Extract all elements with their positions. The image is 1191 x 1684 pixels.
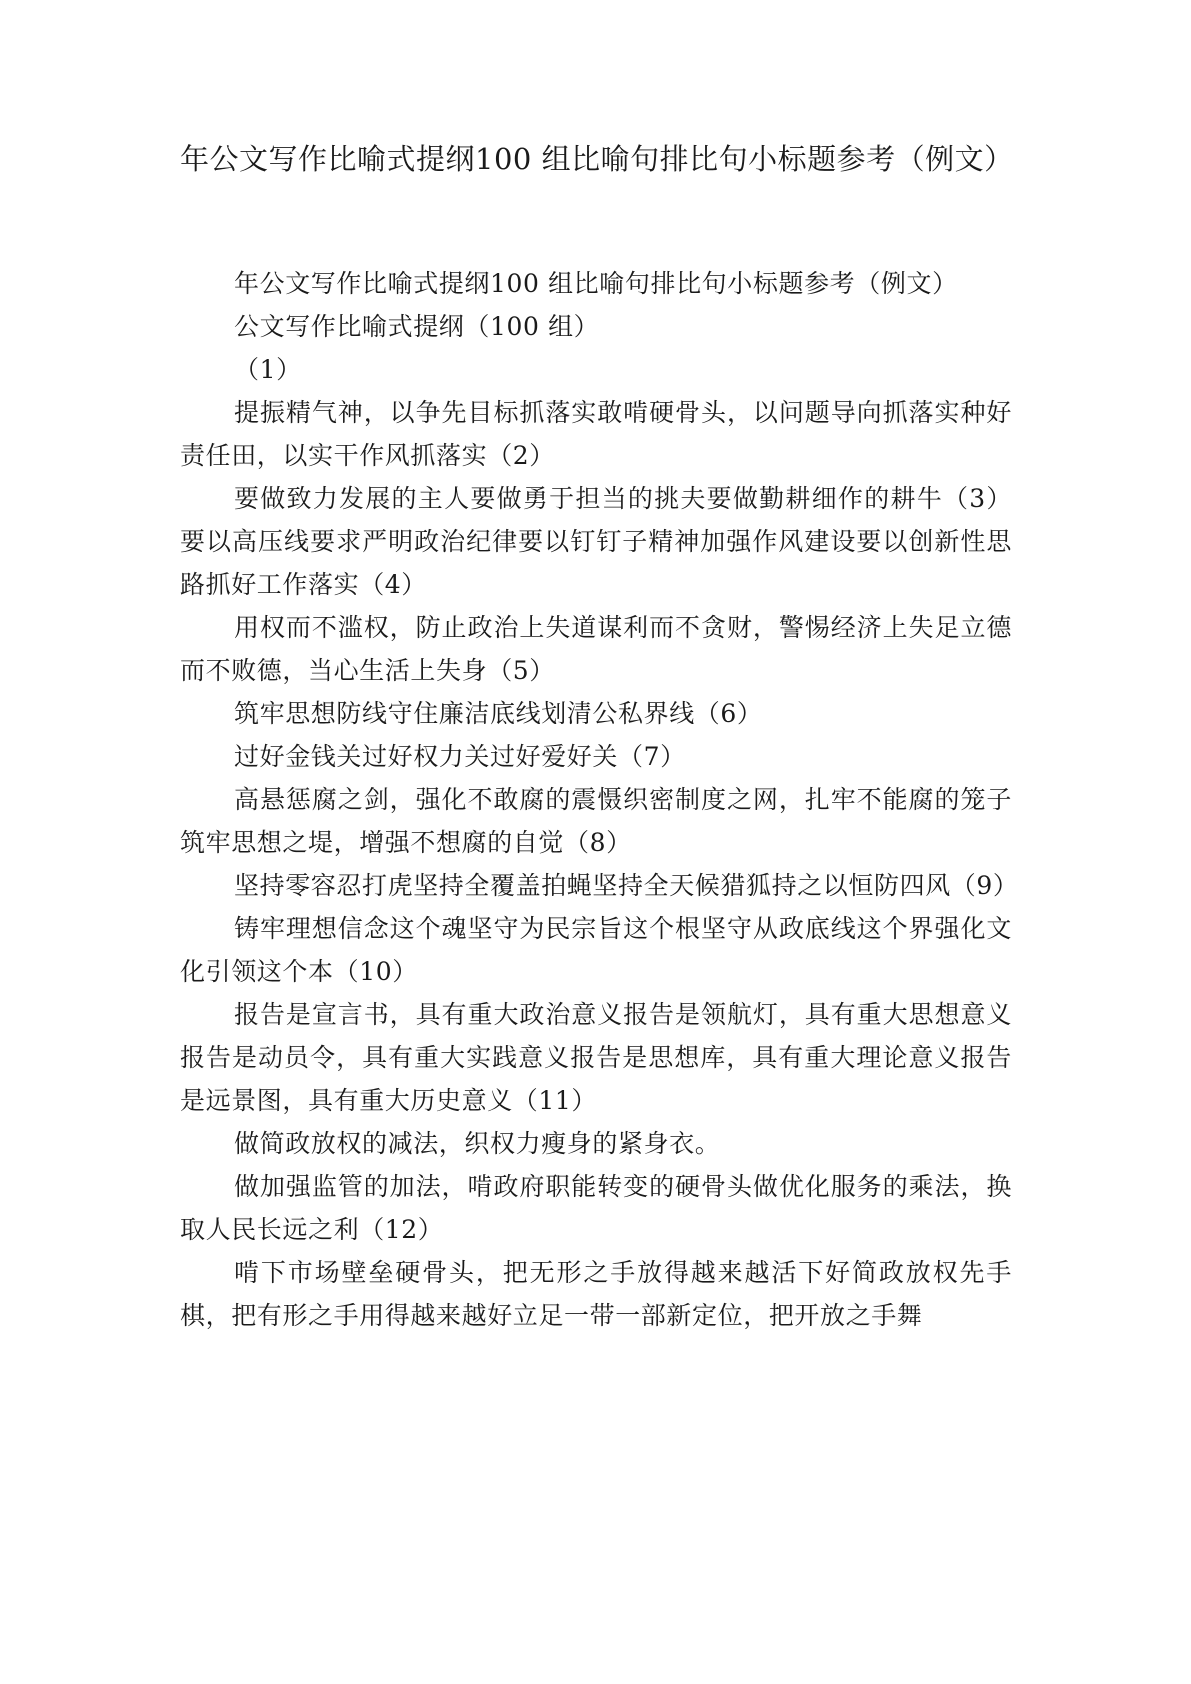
paragraph-13: 做简政放权的减法，织权力瘦身的紧身衣。 (234, 1129, 721, 1158)
paragraph-1: 年公文写作比喻式提纲100 组比喻句排比句小标题参考（例文） (234, 269, 958, 298)
document-title: 年公文写作比喻式提纲100 组比喻句排比句小标题参考（例文） (180, 142, 1014, 176)
paragraph-4: 提振精气神，以争先目标抓落实敢啃硬骨头，以问题导向抓落实种好责任田，以实干作风抓落实（2） (180, 398, 1012, 470)
paragraph-12: 报告是宣言书，具有重大政治意义报告是领航灯，具有重大思想意义报告是动员令，具有重大实践意义报告是思想库，具有重大理论意义报告是远景图，具有重大历史意义（11） (180, 1000, 1012, 1115)
paragraph-6: 用权而不滥权，防止政治上失道谋利而不贪财，警惕经济上失足立德而不败德，当心生活上失身（5） (180, 613, 1012, 685)
document-body (180, 262, 1019, 1337)
paragraph-11: 铸牢理想信念这个魂坚守为民宗旨这个根坚守从政底线这个界强化文化引领这个本（10） (180, 914, 1012, 986)
paragraph-10: 坚持零容忍打虎坚持全覆盖拍蝇坚持全天候猎狐持之以恒防四风（9） (234, 871, 1019, 900)
paragraph-8: 过好金钱关过好权力关过好爱好关（7） (234, 742, 686, 771)
paragraph-9: 高悬惩腐之剑，强化不敢腐的震慑织密制度之网，扎牢不能腐的笼子筑牢思想之堤，增强不想腐的自觉（8） (180, 785, 1012, 857)
paragraph-14: 做加强监管的加法，啃政府职能转变的硬骨头做优化服务的乘法，换取人民长远之利（12） (180, 1172, 1012, 1244)
paragraph-2: 公文写作比喻式提纲（100 组） (234, 312, 600, 341)
paragraph-5: 要做致力发展的主人要做勇于担当的挑夫要做勤耕细作的耕牛（3）要以高压线要求严明政治纪律要以钉钉子精神加强作风建设要以创新性思路抓好工作落实（4） (180, 484, 1012, 599)
paragraph-15: 啃下市场壁垒硬骨头，把无形之手放得越来越活下好简政放权先手棋，把有形之手用得越来越好立足一带一部新定位，把开放之手舞 (180, 1258, 1012, 1330)
paragraph-7: 筑牢思想防线守住廉洁底线划清公私界线（6） (234, 699, 763, 728)
paragraph-3: （1） (234, 355, 302, 384)
